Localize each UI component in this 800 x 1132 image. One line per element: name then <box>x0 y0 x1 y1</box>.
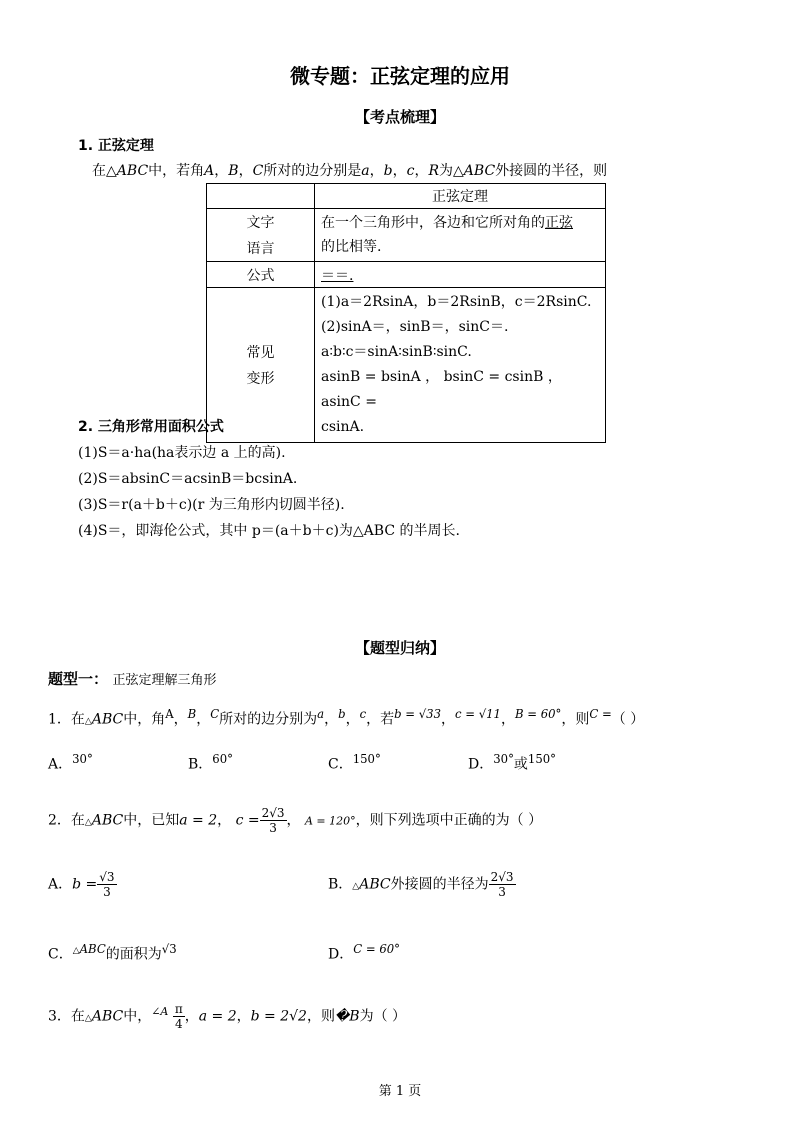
page-title: 微专题：正弦定理的应用 <box>290 64 510 88</box>
q1-option-d[interactable]: D．$^{30^\circ}$或$^{150^\circ}$ <box>468 752 556 773</box>
table-row-label-formula: 公式 <box>207 262 315 288</box>
area-formula-4: (4)S＝，即海伦公式，其中 p＝(a＋b＋c)为△ABC 的半周长. <box>78 523 460 539</box>
table-row-formula: ＝＝. <box>315 262 606 288</box>
variant-line-5: csinA. <box>321 419 365 435</box>
table-row-variants <box>315 288 606 443</box>
table-header: 正弦定理 <box>315 184 606 209</box>
point1-heading: 1. 正弦定理 <box>78 138 154 154</box>
variant-line-1: (1)a＝2RsinA，b＝2RsinB，c＝2RsinC. <box>321 294 592 310</box>
question-1: 1．在△ABC中，角$^A$，$^B$，$^C$所对的边分别为$^a$，$^b$，$^c$，若$^{b = √33}$，$^{c = √11}$，$^{B = 60^\circ}$，则$^{C =}$（ ） <box>48 707 645 728</box>
section-heading-review: 【考点梳理】 <box>354 108 445 126</box>
page-number: 第 1 页 <box>378 1084 422 1099</box>
table-row-label-text: 文字 语言 <box>207 209 315 262</box>
variant-line-3: a∶b∶c＝sinA∶sinB∶sinC. <box>321 344 472 360</box>
q2-option-c[interactable]: C．$^{\triangle ABC}$的面积为$^{√3}$ <box>48 942 177 963</box>
table-row-text: 在一个三角形中，各边和它所对角的正弦 的比相等. <box>315 209 606 262</box>
q1-option-a[interactable]: A．$^{30^\circ}$ <box>48 752 93 773</box>
q2-option-a[interactable]: A．b = $\frac{√3}{3}$ <box>48 870 115 899</box>
sine-law-table <box>206 183 606 443</box>
type1-heading: 题型一： 正弦定理解三角形 <box>48 670 217 688</box>
area-formula-3: (3)S＝r(a＋b＋c)(r 为三角形内切圆半径). <box>78 497 345 513</box>
question-3: 3．在△ABC中，$^{\angle A}$ $\frac{\pi}{4}$ ，a = 2，b = 2√2，则�B为（ ） <box>48 1002 407 1031</box>
area-formula-1: (1)S＝a·ha(ha表示边 a 上的高). <box>78 445 286 461</box>
area-formula-2: (2)S＝absinC＝acsinB＝bcsinA. <box>78 471 298 487</box>
variant-line-2: (2)sinA＝，sinB＝，sinC＝. <box>321 319 509 335</box>
q2-option-d[interactable]: D．$^{C = 60^\circ}$ <box>328 942 400 963</box>
section-heading-types: 【题型归纳】 <box>354 639 445 657</box>
question-2: 2．在△ABC中，已知a = 2， c = $\frac{2√3}{3}$ ， A = 120°，则下列选项中正确的为（ ） <box>48 806 543 835</box>
point1-intro: 在△ABC中，若角A，B，C所对的边分别是a，b，c，R为△ABC外接圆的半径，则 <box>92 163 608 179</box>
table-header-empty <box>207 184 315 209</box>
q1-option-b[interactable]: B．$^{60^\circ}$ <box>188 752 233 773</box>
variant-line-4: asinB = bsinA ， bsinC = csinB ， asinC = <box>321 369 562 410</box>
point2-heading: 2. 三角形常用面积公式 <box>78 419 224 435</box>
q1-option-c[interactable]: C．$^{150^\circ}$ <box>328 752 381 773</box>
q2-option-b[interactable]: B．△ABC外接圆的半径为 $\frac{2√3}{3}$ <box>328 870 514 899</box>
table-row-label-variants: 常见 变形 <box>207 288 315 443</box>
